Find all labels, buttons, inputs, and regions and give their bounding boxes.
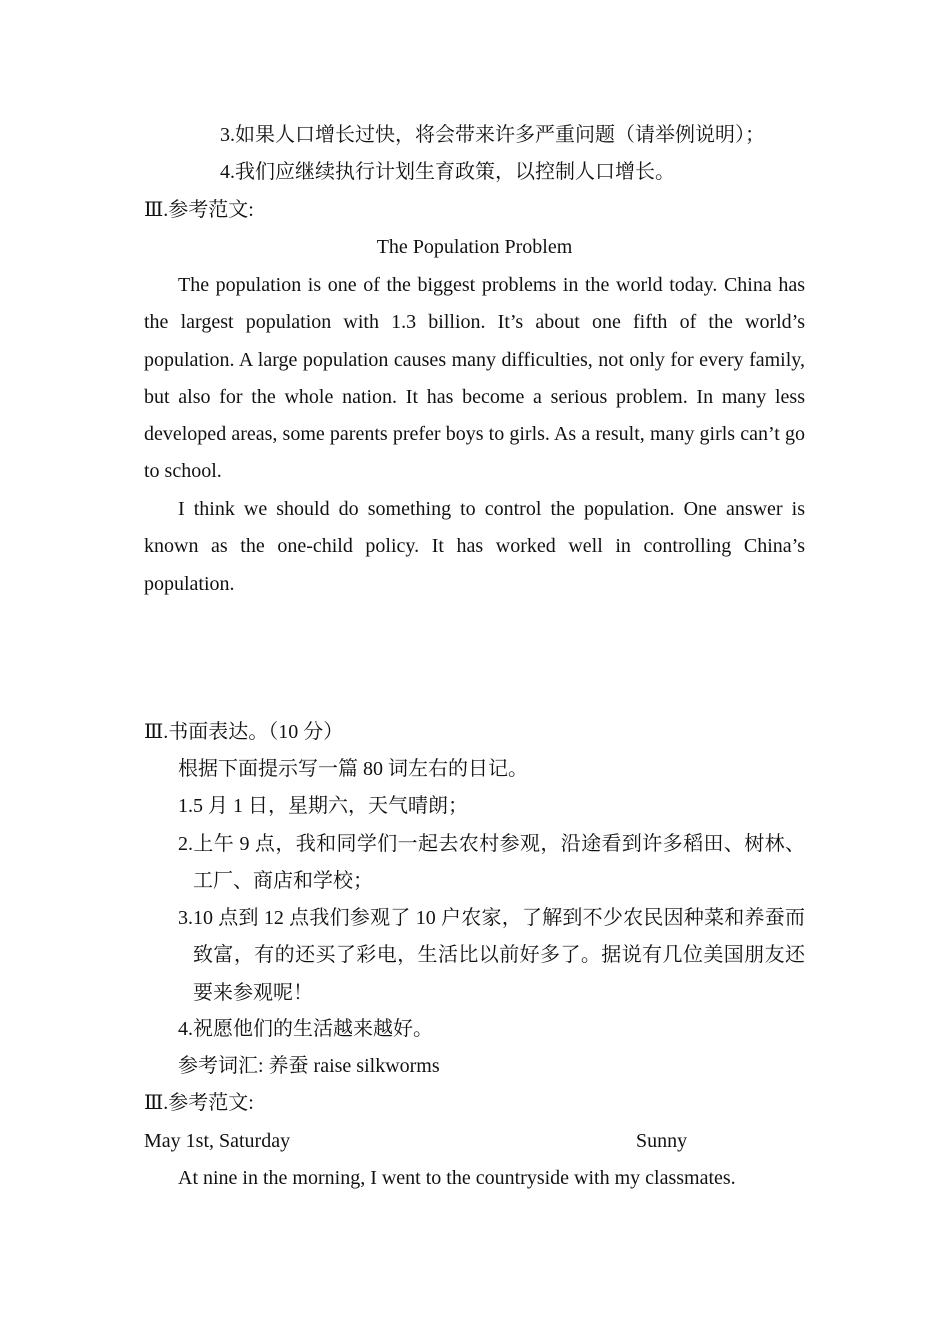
task-point-3: 3.10 点到 12 点我们参观了 10 户农家，了解到不少农民因种菜和养蚕而致富，有的还买了彩电，生活比以前好多了。据说有几位美国朋友还要来参观呢！ (178, 907, 805, 1004)
sample-heading: Ⅲ.参考范文: (144, 199, 254, 221)
task-instruction: 根据下面提示写一篇 80 词左右的日记。 (178, 758, 528, 780)
sample-heading-2: Ⅲ.参考范文: (144, 1092, 254, 1114)
diary-weather: Sunny (636, 1130, 688, 1152)
task-point-1: 1.5 月 1 日，星期六，天气晴朗； (178, 795, 468, 817)
essay-title: The Population Problem (376, 236, 573, 258)
task-point-4: 4.祝愿他们的生活越来越好。 (178, 1018, 433, 1040)
task-heading: Ⅲ.书面表达。（10 分） (144, 721, 344, 743)
essay-paragraph-1: The population is one of the biggest problems in the world today. China has the largest population with 1.3 billion. It’s about one fifth of the world’s population. A large population causes many difficulties, not only for every family, but also for the whole nation. It has become a serious problem. In many less developed areas, some parents prefer boys to girls. As a result, many girls can’t go to school. (144, 274, 805, 483)
diary-date: May 1st, Saturday (144, 1130, 291, 1152)
prev-task-point-3: 3.如果人口增长过快，将会带来许多严重问题（请举例说明）； (220, 124, 765, 146)
essay-paragraph-2: I think we should do something to control the population. One answer is known as the one-child policy. It has worked well in controlling China’s population. (144, 498, 805, 595)
task-vocabulary: 参考词汇: 养蚕 raise silkworms (178, 1055, 440, 1077)
diary-paragraph-1: At nine in the morning, I went to the countryside with my classmates. (178, 1167, 736, 1189)
prev-task-point-4: 4.我们应继续执行计划生育政策，以控制人口增长。 (220, 161, 675, 183)
task-point-2: 2.上午 9 点，我和同学们一起去农村参观，沿途看到许多稻田、树林、工厂、商店和学校； (178, 833, 805, 893)
